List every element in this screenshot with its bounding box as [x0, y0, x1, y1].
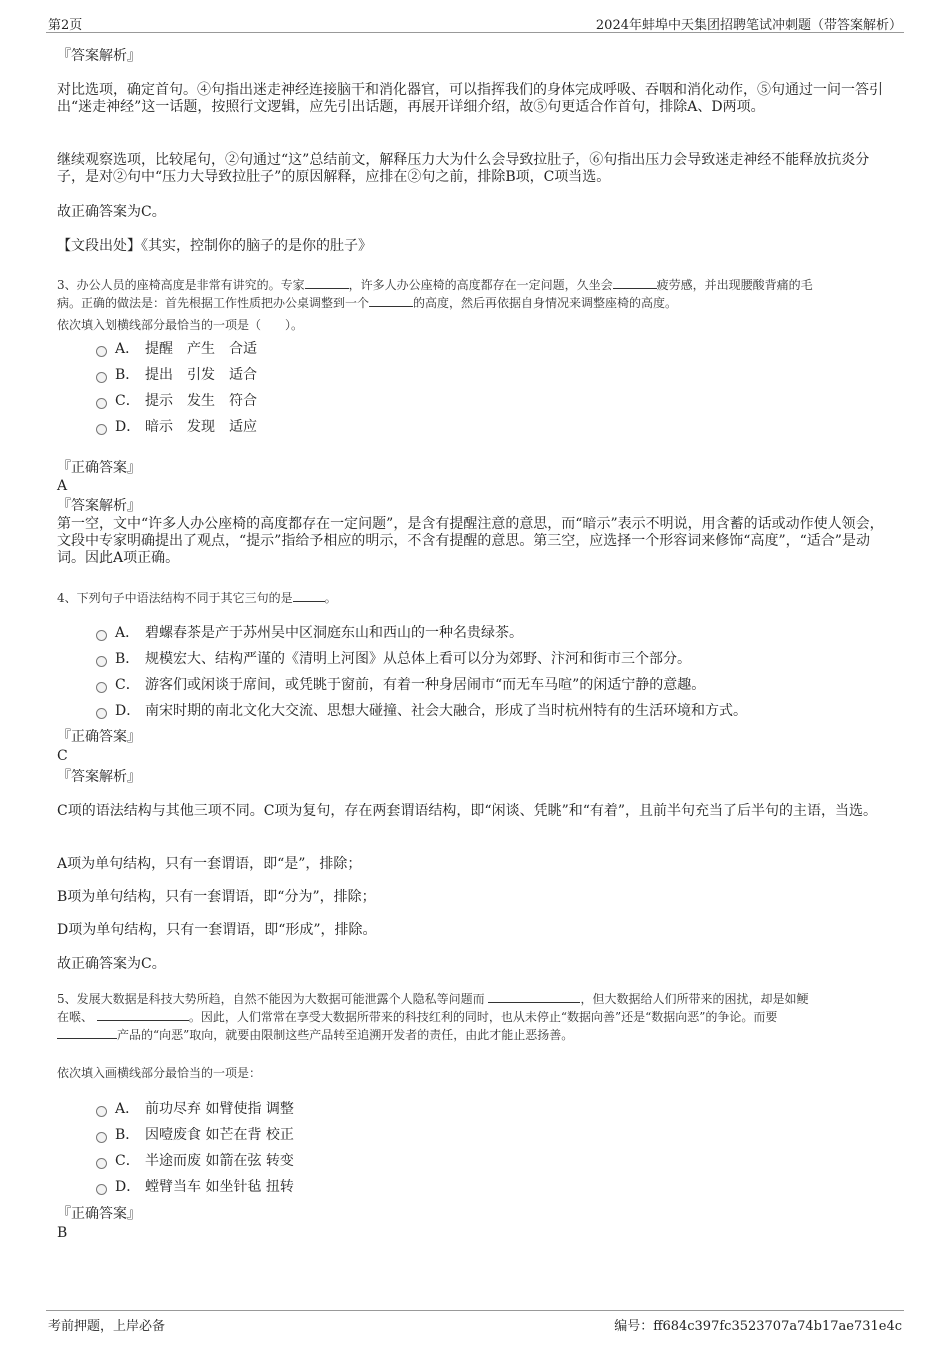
q5-stem-part: 。因此，人们常常在享受大数据所带来的科技红利的同时，也从未停止“数据向善”还是“数据向恶”的争论。而要 — [188, 1010, 778, 1024]
q4-analysis-label: 『答案解析』 — [57, 769, 141, 785]
q4-conclusion: 故正确答案为C。 — [57, 956, 166, 972]
option-letter: D． — [115, 419, 141, 435]
option-letter: B． — [115, 1127, 140, 1143]
document-code: 编号：ff684c397fc3523707a74b17ae731e4c — [614, 1319, 902, 1334]
page-header — [46, 12, 904, 33]
q3-option-c[interactable] — [96, 392, 257, 410]
q2-analysis-para2: 继续观察选项，比较尾句，②句通过“这”总结前文，解释压力大为什么会导致拉肚子，⑥句指出压力会导致迷走神经不能释放抗炎分子，是对②句中“压力大导致拉肚子”的原因解释，应排在②句之前，排除B项，C项当选。 — [57, 152, 870, 185]
q3-option-a[interactable] — [96, 340, 257, 358]
q5-answer-label: 『正确答案』 — [57, 1206, 141, 1222]
option-letter: D． — [115, 703, 141, 719]
option-letter: D． — [115, 1179, 141, 1195]
q5-option-a[interactable] — [96, 1100, 294, 1118]
q3-blank-3 — [369, 294, 413, 307]
q5-answer: B — [57, 1225, 68, 1241]
option-letter: A． — [115, 1101, 140, 1117]
radio-icon[interactable] — [96, 656, 107, 667]
radio-icon[interactable] — [96, 398, 107, 409]
q5-stem-part: ，但大数据给人们所带来的困扰，却是如鲠 — [580, 992, 809, 1006]
option-letter: A． — [115, 625, 140, 641]
option-letter: A． — [115, 341, 140, 357]
page-number: 第2页 — [48, 18, 83, 33]
q4-analysis-para2: A项为单句结构，只有一套谓语，即“是”，排除； — [57, 856, 362, 872]
option-letter: B． — [115, 651, 140, 667]
radio-icon[interactable] — [96, 1106, 107, 1117]
q3-analysis: 第一空，文中“许多人办公座椅的高度都存在一定问题”，是含有提醒注意的意思，而“暗示”表示不明说，用含蓄的话或动作使人领会，文段中专家明确提出了观点，“提示”指给予相应的明示，不含有提醒的意思。第三空，应选择一个形容词来修饰“高度”，“适合”是动词。因此A项正确。 — [57, 516, 884, 566]
option-letter: C． — [115, 677, 140, 693]
q3-blank-1 — [305, 276, 349, 289]
q3-stem-part: ，许多人办公座椅的高度都存在一定问题，久坐会 — [348, 278, 613, 292]
option-text: 提出 引发 适合 — [145, 367, 257, 383]
q4-option-b[interactable] — [96, 650, 691, 668]
option-text: 提醒 产生 合适 — [145, 341, 257, 357]
q3-blank-2 — [613, 276, 657, 289]
radio-icon[interactable] — [96, 372, 107, 383]
footer-slogan: 考前押题，上岸必备 — [48, 1319, 166, 1334]
page-footer — [46, 1310, 904, 1334]
q4-stem — [57, 589, 892, 607]
document-title: 2024年蚌埠中天集团招聘笔试冲刺题（带答案解析） — [595, 18, 902, 33]
q4-answer-label: 『正确答案』 — [57, 729, 141, 745]
q3-stem-part: 的高度，然后再依据自身情况来调整座椅的高度。 — [413, 296, 678, 310]
q2-analysis-label: 『答案解析』 — [57, 48, 141, 64]
q5-blank-1 — [488, 990, 580, 1003]
q2-analysis-para1: 对比选项，确定首句。④句指出迷走神经连接脑干和消化器官，可以指挥我们的身体完成呼吸、吞咽和消化动作，⑤句通过一问一答引出“迷走神经”这一话题，按照行文逻辑，应先引出话题，再展开详细介绍，故⑤句更适合作首句，排除A、D两项。 — [57, 82, 883, 115]
option-letter: C． — [115, 393, 140, 409]
q5-stem-part: 5、发展大数据是科技大势所趋，自然不能因为大数据可能泄露个人隐私等问题而 — [57, 992, 485, 1006]
radio-icon[interactable] — [96, 708, 107, 719]
option-text: 螳臂当车 如坐针毡 扭转 — [145, 1179, 294, 1195]
q3-stem-part: 疲劳感，并出现腰酸背痛的毛 — [656, 278, 813, 292]
q4-analysis-para1: C项的语法结构与其他三项不同。C项为复句，存在两套谓语结构，即“闲谈、凭眺”和“有着”，且前半句充当了后半句的主语，当选。 — [57, 803, 878, 819]
q4-analysis-para4: D项为单句结构，只有一套谓语，即“形成”，排除。 — [57, 922, 377, 938]
q3-prompt: 依次填入划横线部分最恰当的一项是（ ）。 — [57, 318, 304, 332]
option-text: 暗示 发现 适应 — [145, 419, 257, 435]
radio-icon[interactable] — [96, 346, 107, 357]
radio-icon[interactable] — [96, 424, 107, 435]
q3-stem-part: 病。正确的做法是：首先根据工作性质把办公桌调整到一个 — [57, 296, 370, 310]
q2-conclusion: 故正确答案为C。 — [57, 204, 166, 220]
option-text: 提示 发生 符合 — [145, 393, 257, 409]
q5-option-b[interactable] — [96, 1126, 294, 1144]
q2-source: 【文段出处】《其实，控制你的脑子的是你的肚子》 — [57, 238, 372, 254]
q3-option-d[interactable] — [96, 418, 257, 436]
q3-answer: A — [57, 478, 68, 494]
option-letter: C． — [115, 1153, 140, 1169]
q5-blank-2 — [97, 1008, 189, 1021]
option-text: 半途而废 如箭在弦 转变 — [145, 1153, 294, 1169]
q3-stem-part: 3、办公人员的座椅高度是非常有讲究的。专家 — [57, 278, 305, 292]
q4-answer: C — [57, 748, 68, 764]
option-text: 游客们或闲谈于席间，或凭眺于窗前，有着一种身居闹市“而无车马喧”的闲适宁静的意趣。 — [145, 677, 706, 693]
q4-analysis-para3: B项为单句结构，只有一套谓语，即“分为”，排除； — [57, 889, 376, 905]
q5-stem-part: 在喉、 — [57, 1010, 94, 1024]
q3-stem — [57, 276, 892, 312]
q3-analysis-label: 『答案解析』 — [57, 498, 141, 514]
q5-stem — [57, 990, 892, 1044]
q5-option-d[interactable] — [96, 1178, 294, 1196]
q4-blank — [293, 589, 325, 602]
option-text: 规模宏大、结构严谨的《清明上河图》从总体上看可以分为郊野、汴河和街市三个部分。 — [145, 651, 691, 667]
radio-icon[interactable] — [96, 1132, 107, 1143]
q5-stem-part: 产品的“向恶”取向，就要由限制这些产品转至追溯开发者的责任，由此才能止恶扬善。 — [117, 1028, 574, 1042]
q4-option-d[interactable] — [96, 702, 747, 720]
q4-option-a[interactable] — [96, 624, 523, 642]
radio-icon[interactable] — [96, 682, 107, 693]
q4-stem-part: 。 — [324, 591, 337, 605]
option-text: 碧螺春茶是产于苏州吴中区洞庭东山和西山的一种名贵绿茶。 — [145, 625, 523, 641]
option-letter: B． — [115, 367, 140, 383]
option-text: 前功尽弃 如臂使指 调整 — [145, 1101, 294, 1117]
q4-stem-part: 4、下列句子中语法结构不同于其它三句的是 — [57, 591, 293, 605]
option-text: 因噎废食 如芒在背 校正 — [145, 1127, 294, 1143]
q5-option-c[interactable] — [96, 1152, 294, 1170]
q4-option-c[interactable] — [96, 676, 705, 694]
q5-prompt: 依次填入画横线部分最恰当的一项是： — [57, 1066, 262, 1080]
q3-option-b[interactable] — [96, 366, 257, 384]
radio-icon[interactable] — [96, 1158, 107, 1169]
radio-icon[interactable] — [96, 630, 107, 641]
q5-blank-3 — [57, 1026, 117, 1039]
option-text: 南宋时期的南北文化大交流、思想大碰撞、社会大融合，形成了当时杭州特有的生活环境和方式。 — [145, 703, 747, 719]
radio-icon[interactable] — [96, 1184, 107, 1195]
q3-answer-label: 『正确答案』 — [57, 460, 141, 476]
